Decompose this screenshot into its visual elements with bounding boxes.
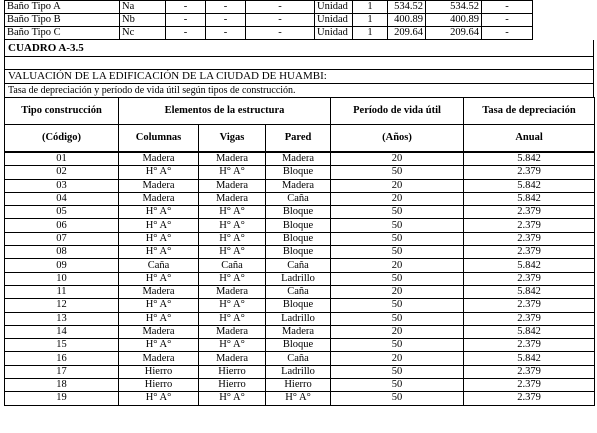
cell-vig: H° A° [199,206,266,219]
cell-vig: H° A° [199,339,266,352]
cell-par: Bloque [266,232,331,245]
cell-vida: 20 [331,285,464,298]
header-tasa: Tasa de depreciación [464,98,595,125]
cell-vida: 20 [331,352,464,365]
valuation-subheading: Tasa de depreciación y período de vida útil según tipos de construcción. [5,83,593,97]
top-cell-c3: - [246,27,315,40]
cell-col: Madera [119,285,199,298]
depreciation-table [4,97,595,406]
cell-code: 03 [5,179,119,192]
cuadro-block [4,40,594,97]
cell-col: Hierro [119,379,199,392]
top-cell-last: - [482,14,533,27]
cell-code: 18 [5,379,119,392]
top-cell-v1: 209.64 [388,27,426,40]
table-row [5,152,595,166]
table-row [5,219,595,232]
cell-tasa: 2.379 [464,365,595,378]
cell-col: H° A° [119,166,199,179]
cell-tasa: 2.379 [464,166,595,179]
cell-col: Caña [119,259,199,272]
table-row [5,299,595,312]
top-cell-name: Baño Tipo B [5,14,120,27]
cell-par: Caña [266,259,331,272]
cell-vida: 50 [331,219,464,232]
cell-par: Ladrillo [266,365,331,378]
top-cell-unit: Unidad [315,1,353,14]
cell-code: 09 [5,259,119,272]
cell-vida: 50 [331,339,464,352]
top-row [5,1,533,14]
cell-par: Bloque [266,166,331,179]
table-row [5,232,595,245]
top-cell-c2: - [206,14,246,27]
cell-tasa: 5.842 [464,152,595,166]
cell-vig: H° A° [199,299,266,312]
cell-code: 01 [5,152,119,166]
cell-code: 11 [5,285,119,298]
top-cell-last: - [482,27,533,40]
cell-vida: 20 [331,152,464,166]
top-row [5,14,533,27]
table-row [5,365,595,378]
top-cell-code: Nb [120,14,166,27]
cell-vig: Caña [199,259,266,272]
cell-vig: Hierro [199,379,266,392]
table-row [5,192,595,205]
table-row [5,392,595,405]
cell-par: Madera [266,152,331,166]
cell-col: Madera [119,192,199,205]
top-cell-c2: - [206,1,246,14]
cell-col: H° A° [119,339,199,352]
cell-col: Madera [119,352,199,365]
cell-vig: H° A° [199,272,266,285]
cell-tasa: 5.842 [464,192,595,205]
cell-par: Bloque [266,299,331,312]
cell-par: Caña [266,285,331,298]
top-cell-unit: Unidad [315,14,353,27]
cell-vida: 50 [331,166,464,179]
header-columnas: Columnas [119,125,199,153]
table-row [5,259,595,272]
top-cell-last: - [482,1,533,14]
cell-tasa: 2.379 [464,312,595,325]
top-cell-name: Baño Tipo C [5,27,120,40]
top-cell-qty: 1 [353,1,388,14]
cell-col: H° A° [119,206,199,219]
top-cell-c1: - [166,14,206,27]
cell-vida: 50 [331,206,464,219]
cell-tasa: 2.379 [464,299,595,312]
cell-vida: 50 [331,392,464,405]
cell-col: Madera [119,179,199,192]
cell-code: 07 [5,232,119,245]
top-cell-code: Na [120,1,166,14]
cell-vig: Madera [199,325,266,338]
cell-code: 04 [5,192,119,205]
header-anual: Anual [464,125,595,153]
header-anos: (Años) [331,125,464,153]
cell-code: 10 [5,272,119,285]
cell-vida: 50 [331,272,464,285]
cell-par: Ladrillo [266,312,331,325]
top-cell-v2: 534.52 [426,1,482,14]
top-cell-c3: - [246,1,315,14]
cell-col: H° A° [119,219,199,232]
cell-col: Hierro [119,365,199,378]
cell-code: 13 [5,312,119,325]
cell-vig: H° A° [199,312,266,325]
cell-vig: H° A° [199,166,266,179]
cell-par: Bloque [266,339,331,352]
cell-vig: Madera [199,285,266,298]
table-row [5,312,595,325]
cell-tasa: 2.379 [464,206,595,219]
cell-vida: 20 [331,259,464,272]
header-elementos: Elementos de la estructura [119,98,331,125]
cell-code: 15 [5,339,119,352]
cell-tasa: 2.379 [464,339,595,352]
top-cell-name: Baño Tipo A [5,1,120,14]
top-cell-v2: 209.64 [426,27,482,40]
cell-par: Madera [266,325,331,338]
table-row [5,206,595,219]
cell-col: H° A° [119,232,199,245]
top-cell-v1: 400.89 [388,14,426,27]
cuadro-title: CUADRO A-3.5 [5,40,593,57]
document-page [4,0,594,432]
cell-tasa: 5.842 [464,285,595,298]
cell-par: Ladrillo [266,272,331,285]
cell-col: H° A° [119,246,199,259]
cell-tasa: 2.379 [464,392,595,405]
cell-col: Madera [119,152,199,166]
top-cell-qty: 1 [353,27,388,40]
table-row [5,325,595,338]
bathroom-cost-table [4,0,533,40]
top-cell-unit: Unidad [315,27,353,40]
header-periodo: Período de vida útil [331,98,464,125]
cell-vig: H° A° [199,246,266,259]
top-cell-c1: - [166,27,206,40]
top-cell-c3: - [246,14,315,27]
cell-par: Caña [266,192,331,205]
header-vigas: Vigas [199,125,266,153]
cell-tasa: 2.379 [464,379,595,392]
table-row [5,285,595,298]
cell-vida: 50 [331,312,464,325]
cell-code: 16 [5,352,119,365]
cell-par: Madera [266,179,331,192]
header-pared: Pared [266,125,331,153]
cell-vig: Madera [199,152,266,166]
header-codigo: (Código) [5,125,119,153]
cell-tasa: 2.379 [464,219,595,232]
cell-vida: 20 [331,192,464,205]
cell-code: 12 [5,299,119,312]
cell-tasa: 5.842 [464,325,595,338]
cell-tasa: 2.379 [464,246,595,259]
cell-vig: H° A° [199,219,266,232]
cell-vida: 50 [331,365,464,378]
cell-vida: 50 [331,299,464,312]
cell-tasa: 2.379 [464,272,595,285]
top-row [5,27,533,40]
table-row [5,166,595,179]
cell-par: Bloque [266,206,331,219]
cell-par: Bloque [266,246,331,259]
cell-par: Hierro [266,379,331,392]
cell-code: 14 [5,325,119,338]
table-row [5,352,595,365]
cell-tasa: 5.842 [464,179,595,192]
table-row [5,179,595,192]
table-row [5,272,595,285]
cell-vida: 50 [331,246,464,259]
table-row [5,339,595,352]
cell-code: 19 [5,392,119,405]
cell-vig: Madera [199,352,266,365]
cell-col: H° A° [119,272,199,285]
cell-code: 08 [5,246,119,259]
cell-code: 02 [5,166,119,179]
cell-vig: Madera [199,179,266,192]
cell-par: Bloque [266,219,331,232]
header-tipo: Tipo construcción [5,98,119,125]
cell-par: Caña [266,352,331,365]
top-cell-qty: 1 [353,14,388,27]
cell-vida: 20 [331,179,464,192]
cell-col: Madera [119,325,199,338]
cell-vida: 50 [331,232,464,245]
cell-col: H° A° [119,392,199,405]
cell-tasa: 2.379 [464,232,595,245]
cell-tasa: 5.842 [464,352,595,365]
cell-vig: Hierro [199,365,266,378]
cell-vida: 50 [331,379,464,392]
cell-code: 06 [5,219,119,232]
top-cell-code: Nc [120,27,166,40]
top-cell-c1: - [166,1,206,14]
cell-col: H° A° [119,299,199,312]
table-row [5,246,595,259]
top-cell-c2: - [206,27,246,40]
cell-vig: H° A° [199,232,266,245]
table-row [5,379,595,392]
cell-vig: H° A° [199,392,266,405]
cell-par: H° A° [266,392,331,405]
cell-tasa: 5.842 [464,259,595,272]
valuation-heading: VALUACIÓN DE LA EDIFICACIÓN DE LA CIUDAD DE HUAMBI: [5,69,593,83]
cell-vida: 20 [331,325,464,338]
cell-col: H° A° [119,312,199,325]
top-cell-v2: 400.89 [426,14,482,27]
cell-code: 05 [5,206,119,219]
cell-vig: Madera [199,192,266,205]
cell-code: 17 [5,365,119,378]
top-cell-v1: 534.52 [388,1,426,14]
